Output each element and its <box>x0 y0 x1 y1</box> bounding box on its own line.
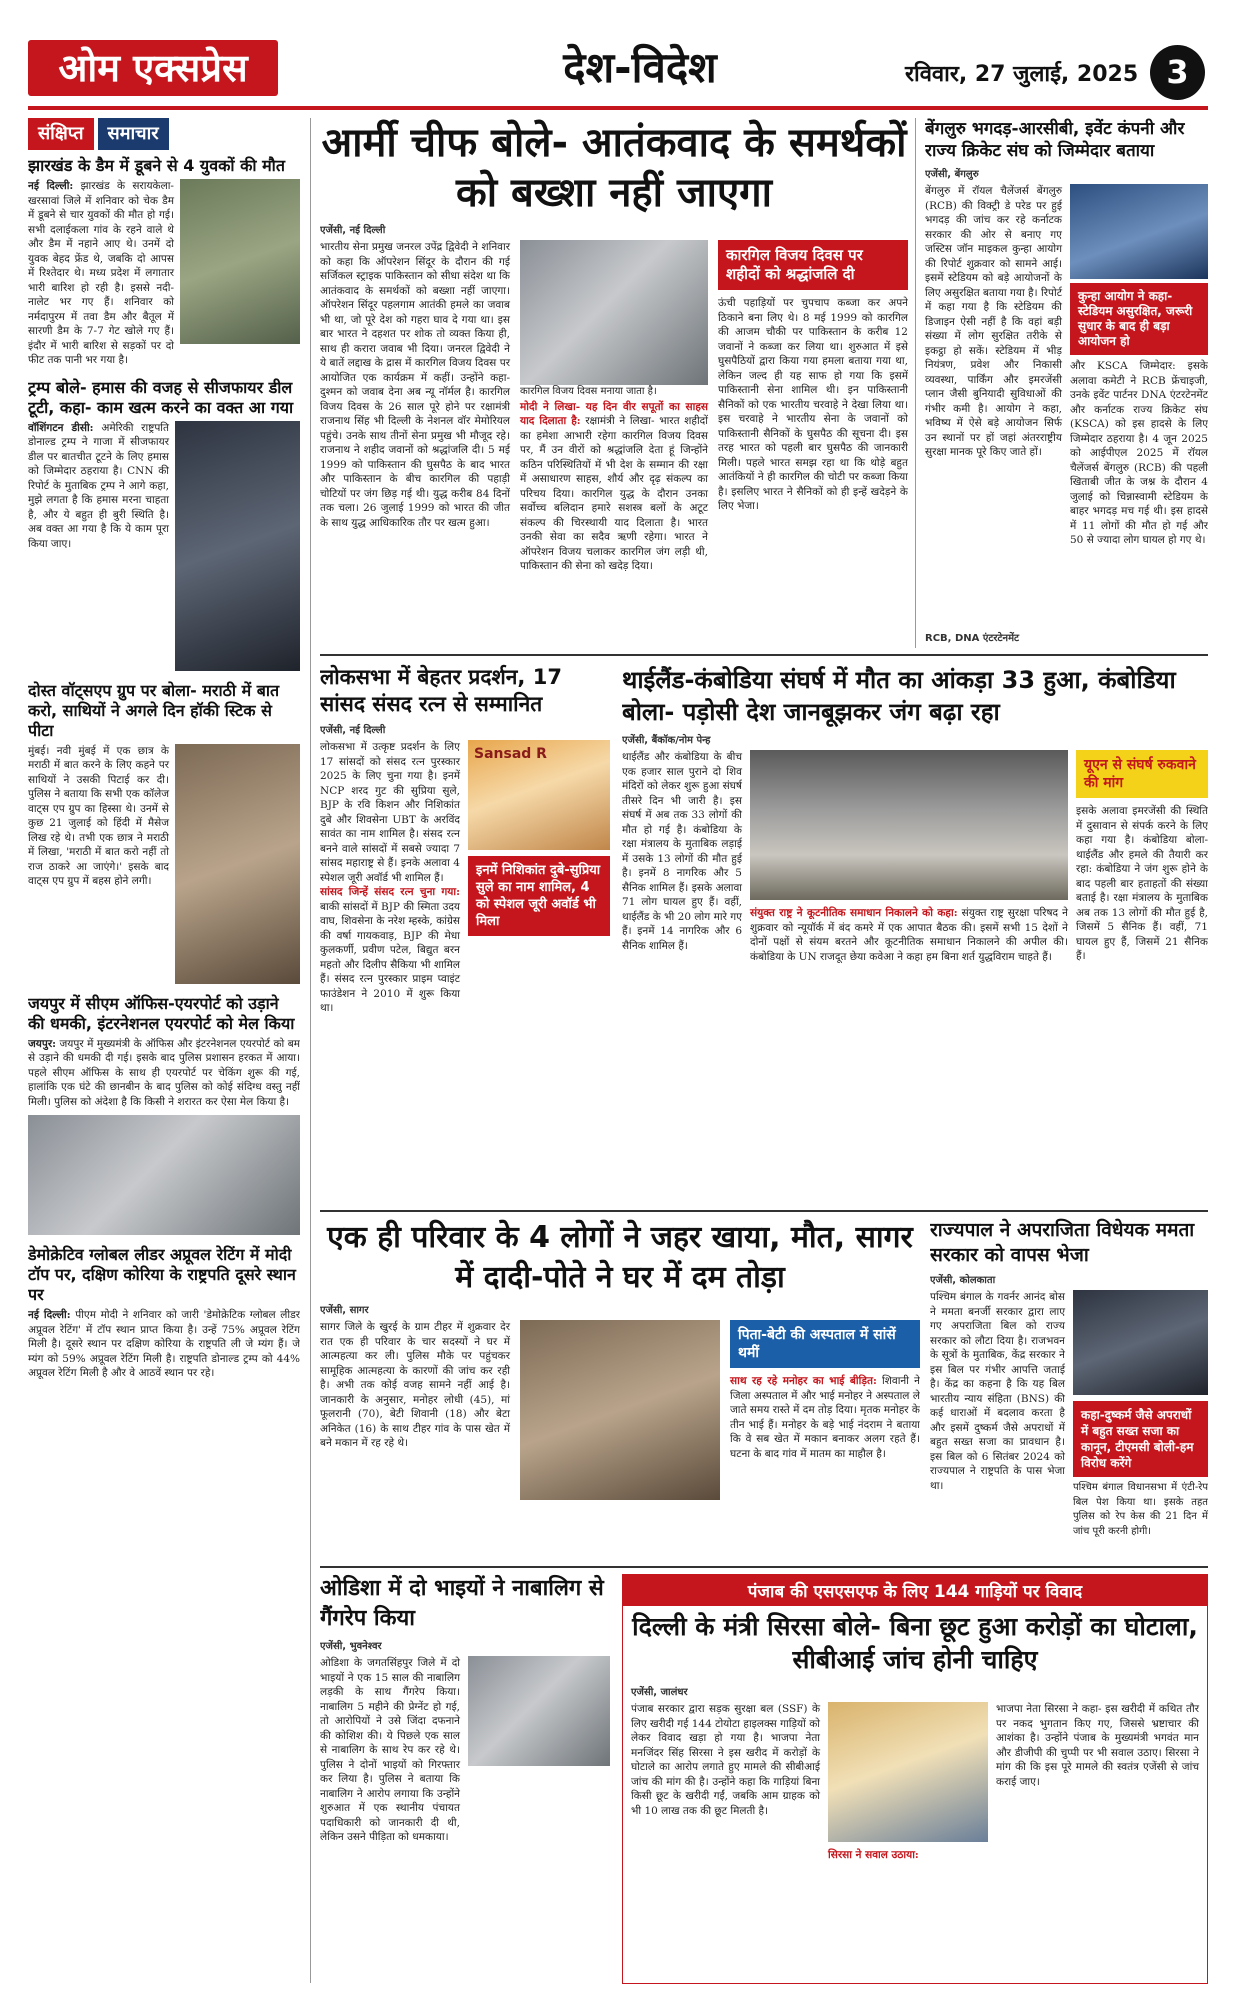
odisha-body: ओडिशा के जगतसिंहपुर जिले में दो भाइयों ने एक 15 साल की नाबालिग लड़की के साथ गैंगरेप किया। नाबालिग 5 महीने की प्रेग्नेंट हो गई, तो आरोपियों ने उसे जिंदा दफनाने की कोशिश की। ये पिछले एक साल से नाबालिग के साथ रेप कर रहे थे। पुलिस ने दोनों भाइयों को गिरफ्तार कर लिया है। पुलिस ने बताया कि नाबालिग ने आरोप लगाया कि उन्होंने शुरुआत में एक स्थानीय पंचायत पदाधिकारी को जानकारी दी थी, लेकिन उसने पीड़िता को धमकाया। <box>320 1657 460 1843</box>
brief-headline[interactable]: डेमोक्रेटिव ग्लोबल लीडर अप्रूवल रेटिंग में मोदी टॉप पर, दक्षिण कोरिया के राष्ट्रपति दूसरे स्थान पर <box>28 1245 296 1304</box>
thailand-subhead: संयुक्त राष्ट्र ने कूटनीतिक समाधान निकालने को कहा: <box>750 907 958 919</box>
brief-headline[interactable]: दोस्त वॉट्सएप ग्रुप पर बोला- मराठी में बात करो, साथियों ने अगले दिन हॉकी स्टिक से पीटा <box>28 680 280 740</box>
assault-photo <box>175 744 300 984</box>
brief-headline[interactable]: जयपुर में सीएम ऑफिस-एयरपोर्ट को उड़ाने की धमकी, इंटरनेशनल एयरपोर्ट को मेल किया <box>28 993 295 1033</box>
loksabha-callout: इनमें निशिकांत दुबे-सुप्रिया सुले का नाम शामिल, 4 को स्पेशल जूरी अवॉर्ड भी मिला <box>468 856 610 936</box>
brief-tag-bar <box>28 118 300 150</box>
brief-dateline: नई दिल्ली: <box>28 180 74 192</box>
brief-headline[interactable]: झारखंड के डैम में डूबने से 4 युवकों की मौत <box>28 156 285 175</box>
punjab-byline: एजेंसी, जालंधर <box>631 1687 688 1698</box>
punjab-body: भाजपा नेता सिरसा ने कहा- इस खरीदी में कथित तौर पर नकद भुगतान किए गए, जिससे भ्रष्टाचार की आशंका है। उन्होंने पंजाब के मुख्यमंत्री भगवंत मान और डीजीपी की चुप्पी पर भी सवाल उठाए। सिरसा ने मांग की कि इस पूरे मामले की स्वतंत्र एजेंसी से जांच कराई जाए। <box>996 1703 1199 1788</box>
thailand-byline: एजेंसी, बैंकॉक/नोम पेन्ह <box>622 735 711 746</box>
odisha-story <box>320 1574 610 1984</box>
brand-logo[interactable] <box>28 40 278 96</box>
rcb-byline: एजेंसी, बेंगलुरु <box>925 169 979 180</box>
header-rule <box>28 106 1208 110</box>
governor-byline: एजेंसी, कोलकाता <box>930 1275 996 1286</box>
governor-body: पश्चिम बंगाल के गवर्नर आनंद बोस ने ममता बनर्जी सरकार द्वारा लाए गए अपराजिता बिल को राज्य सरकार को लौटा दिया है। राजभवन के सूत्रों के मुताबिक, केंद्र सरकार ने इस बिल पर गंभीर आपत्ति जताई है। केंद्र का कहना है कि यह बिल भारतीय न्याय संहिता (BNS) की कई धाराओं में बदलाव करता है और इसमें दुष्कर्म जैसे अपराधों में बहुत सख्त सजा का प्रावधान है। इस बिल को 6 सितंबर 2024 को राज्यपाल ने राष्ट्रपति के पास भेजा था। <box>930 1291 1065 1492</box>
punjab-headline[interactable]: दिल्ली के मंत्री सिरसा बोले- बिना छूट हुआ करोड़ों का घोटाला, सीबीआई जांच होनी चाहिए <box>632 1612 1198 1674</box>
thailand-body: इसके अलावा इमरजेंसी की स्थिति में दुसावान से संपर्क करने के लिए कहा गया है। कंबोडिया बोला- थाईलैंड और हमले की तैयारी कर रहा: कंबोडिया ने जंग शुरू होने के बाद पहली बार हताहतों की संख्या बताई है। रक्षा मंत्रालय के मुताबिक अब तक 13 लोगों की मौत हुई है, जिसमें 5 सैनिक हैं। वहीं, 71 घायल हुए हैं, जिसमें 21 सैनिक हैं। <box>1076 805 1208 962</box>
masthead <box>0 0 1233 110</box>
brief-dateline: नई दिल्ली: <box>28 1309 71 1321</box>
governor-story <box>930 1218 1208 1563</box>
column-divider <box>915 118 916 648</box>
rcb-credit: RCB, DNA एंटरटेनमेंट <box>925 633 1020 644</box>
trump-photo <box>175 421 300 671</box>
brief-headline[interactable]: ट्रम्प बोले- हमास की वजह से सीजफायर डील टूटी, कहा- काम खत्म करने का वक्त आ गया <box>28 377 294 417</box>
brand-name: ओम एक्सप्रेस <box>58 46 248 90</box>
army-headline[interactable]: आर्मी चीफ बोले- आतंकवाद के समर्थकों को बख्शा नहीं जाएगा <box>321 120 907 216</box>
brief-dateline: जयपुर: <box>28 1037 57 1050</box>
house-photo <box>520 1320 720 1500</box>
award-photo <box>468 740 610 850</box>
thailand-body: थाईलैंड और कंबोडिया के बीच एक हजार साल पुराने दो शिव मंदिरों को लेकर शुरू हुआ संघर्ष तीसरे दिन भी जारी है। इस संघर्ष में अब तक 33 लोगों की मौत हो गई है। कंबोडिया के रक्षा मंत्रालय के मुताबिक लड़ाई में उसके 13 लोगों की मौत हुई है। इनमें 8 नागरिक और 5 सैनिक शामिल हैं। इसके अलावा 71 लोग घायल हुए हैं। वहीं, थाईलैंड के भी 20 लोग मारे गए हैं। इनमें 14 नागरिक और 6 सैनिक शामिल हैं। <box>622 751 742 952</box>
loksabha-headline[interactable]: लोकसभा में बेहतर प्रदर्शन, 17 सांसद संसद रत्न से सम्मानित <box>320 665 562 716</box>
army-callout: कारगिल विजय दिवस पर शहीदों को श्रद्धांजलि दी <box>718 240 908 290</box>
issue-date: रविवार, 27 जुलाई, 2025 <box>905 62 1139 87</box>
flood-photo <box>180 179 300 344</box>
poison-story <box>320 1218 920 1558</box>
brief-body: अमेरिकी राष्ट्रपति डोनाल्ड ट्रम्प ने गाजा में सीजफायर डील पर बातचीत टूटने के लिए हमास को जिम्मेदार ठहराया है। CNN की रिपोर्ट के मुताबिक ट्रम्प ने आगे कहा, मुझे लगता है कि हमास मरना चाहता है, और ये बहुत ही बुरी स्थिति है। अब वक्त आ गया है कि ये काम पूरा किया जाए। <box>28 421 169 550</box>
rcb-body: बेंगलुरु में रॉयल चैलेंजर्स बेंगलुरु (RCB) की विक्ट्री डे परेड पर हुई भगदड़ की जांच कर रहे कर्नाटक सरकार की ओर से बनाए गए जस्टिस जॉन माइकल कुन्हा आयोग की रिपोर्ट शुक्रवार को सामने आई। इसमें स्टेडियम को बड़े आयोजनों के लिए असुरक्षित बताया गया है। रिपोर्ट में कहा गया है कि स्टेडियम की डिजाइन ऐसी नहीं है कि वहां बड़ी संख्या में लोग सुरक्षित तरीके से इकट्ठा हो सकें। स्टेडियम में भीड़ नियंत्रण, प्रवेश और निकासी व्यवस्था, पार्किंग और इमरजेंसी प्लान जैसी बुनियादी सुविधाओं की गंभीर कमी है। आयोग ने कहा, भविष्य में ऐसे बड़े आयोजन सिर्फ उन स्थानों पर हों जहां अंतरराष्ट्रीय सुरक्षा मानक पूरे किए जाते हों। <box>925 185 1062 458</box>
thailand-headline[interactable]: थाईलैंड-कंबोडिया संघर्ष में मौत का आंकड़ा 33 हुआ, कंबोडिया बोला- पड़ोसी देश जानबूझकर जंग बढ़ा रहा <box>622 666 1176 726</box>
army-chief-story <box>320 118 908 648</box>
column-divider <box>310 118 311 1983</box>
rcb-body: और KSCA जिम्मेदार: इसके अलावा कमेटी ने RCB फ्रेंचाइजी, उनके इवेंट पार्टनर DNA एंटरटेनमेंट और कर्नाटक राज्य क्रिकेट संघ (KSCA) को इस हादसे के लिए जिम्मेदार ठहराया है। 4 जून 2025 को आईपीएल 2025 में रॉयल चैलेंजर्स बेंगलुरु (RCB) की पहली खिताबी जीत के जश्न के दौरान 4 जुलाई को चिन्नास्वामी स्टेडियम के बाहर भगदड़ मच गई थी। इस हादसे में 11 लोगों की मौत हो गई और 50 से ज्यादा लोग घायल हो गए थे। <box>1070 360 1208 546</box>
loksabha-story <box>320 664 610 1204</box>
sirsa-photo <box>828 1702 988 1842</box>
rcb-story <box>925 118 1208 648</box>
section-title: देश-विदेश <box>563 43 717 92</box>
thailand-body: संयुक्त राष्ट्र सुरक्षा परिषद ने शुक्रवार को न्यूयॉर्क में बंद कमरे में एक आपात बैठक की। इसमें सभी 15 देशों ने दोनों पक्षों से संयम बरतने और कूटनीतिक समाधान निकालने की अपील की। कंबोडिया के UN राजदूत छेया कवेआ ने कहा हम बिना शर्त युद्धविराम चाहते हैं। <box>750 907 1069 963</box>
section-divider <box>320 1566 1208 1568</box>
brief-body: झारखंड के सरायकेला-खरसावां जिले में शनिवार को चेक डैम में डूबने से चार युवकों की मौत हो गई। सभी दलाईकला गांव के रहने वाले थे और डैम में नहाने आए थे। उनमें दो युवक बेहद फ्रेंड थे, जबकि दो आपस में रिश्तेदार थे। मध्य प्रदेश में लगातार भारी बारिश हो रही है। इससे नदी-नालेट भर गए हैं। शनिवार को नर्मदापुरम में तवा डैम और बैतूल में सारणी डैम के 7-7 गेट खोले गए हैं। इंदौर में भारी बारिश से सड़कों पर दो फीट तक पानी भर गया है। <box>28 180 174 366</box>
page-number: 3 <box>1150 45 1205 100</box>
poison-subhead: साथ रह रहे मनोहर का भाई बीड़ित: <box>730 1375 877 1387</box>
loksabha-byline: एजेंसी, नई दिल्ली <box>320 725 386 736</box>
rcb-headline[interactable]: बेंगलुरु भगदड़-आरसीबी, इवेंट कंपनी और राज्य क्रिकेट संघ को जिम्मेदार बताया <box>925 119 1185 161</box>
brief-tag: संक्षिप्त <box>28 118 94 150</box>
poison-body: शिवानी ने जिला अस्पताल में और भाई मनोहर ने अस्पताल ले जाते समय रास्ते में दम तोड़ दिया। मृतक मनोहर के तीन भाई हैं। मनोहर के बड़े भाई नंदराम ने बताया कि वे सब खेत में मकान बनाकर अलग रहते हैं। घटना के बाद गांव में मातम का माहौल है। <box>730 1375 920 1460</box>
army-subhead: मोदी ने लिखा- यह दिन वीर सपूतों का साहस याद दिलाता है: <box>520 400 708 427</box>
army-byline: एजेंसी, नई दिल्ली <box>320 225 386 236</box>
odisha-byline: एजेंसी, भुवनेश्वर <box>320 1641 382 1652</box>
brief-body: जयपुर में मुख्यमंत्री के ऑफिस और इंटरनेशनल एयरपोर्ट को बम से उड़ाने की धमकी दी गई। इसके बाद पुलिस प्रशासन हरकत में आया। पहले सीएम ऑफिस के साथ ही एयरपोर्ट पर चेकिंग शुरू की गई, हालांकि एक घंटे की छानबीन के बाद पुलिस को कोई संदिग्ध वस्तु नहीं मिली। पुलिस को अंदेशा है कि किसी ने शरारत कर ऐसा मेल किया है। <box>28 1037 300 1108</box>
punjab-body: पंजाब सरकार द्वारा सड़क सुरक्षा बल (SSF) के लिए खरीदी गई 144 टोयोटा हाइलक्स गाड़ियों को लेकर विवाद खड़ा हो गया है। भाजपा नेता मनजिंदर सिंह सिरसा ने इस खरीद में करोड़ों के घोटाले का आरोप लगाते हुए मामले की सीबीआई जांच की मांग की है। उन्होंने कहा कि गाड़ियां बिना किसी छूट के खरीदी गईं, जबकि आम ग्राहक को भी 10 लाख तक की छूट मिलती है। <box>631 1703 821 1817</box>
brief-dateline: वॉशिंगटन डीसी: <box>28 421 94 434</box>
punjab-kicker: पंजाब की एसएसएफ के लिए 144 गाड़ियों पर विवाद <box>623 1575 1207 1606</box>
airport-photo <box>28 1115 300 1235</box>
poison-body: सागर जिले के खुरई के ग्राम टीहर में शुक्रवार देर रात एक ही परिवार के चार सदस्यों ने घर में आत्महत्या कर ली। पुलिस मौके पर पहुंचकर सामूहिक आत्महत्या के कारणों की जांच कर रही है। अभी तक कोई वजह सामने नहीं आई है। जानकारी के अनुसार, मनोहर लोधी (45), मां फूलरानी (70), बेटी शिवानी (18) और बेटा अनिकेत (16) के साथ टीहर गांव के पास खेत में बने मकान में रह रहे थे। <box>320 1321 510 1449</box>
governor-caption: पश्चिम बंगाल विधानसभा में एंटी-रेप बिल पेश किया था। इसके तहत पुलिस को रेप केस की 21 दिन में जांच पूरी करनी होगी। <box>1073 1482 1208 1537</box>
army-body: ऊंची पहाड़ियों पर चुपचाप कब्जा कर अपने ठिकाने बना लिए थे। 8 मई 1999 को कारगिल की आजम चौकी पर पाकिस्तान के करीब 12 जवानों ने कब्जा कर लिया था। शुरुआत में इसे घुसपैठियों द्वारा किया गया हमला बताया गया था, लेकिन जल्द ही यह साफ हो गया कि इसमें पाकिस्तानी सेना शामिल थी। इन पाकिस्तानी सैनिकों को एक भारतीय चरवाहे ने देखा लिया था। इस चरवाहे ने भारतीय सेना के जवानों को पाकिस्तानी सैनिकों के घुसपैठ की सूचना दी। इस तरह भारत को पहली बार घुसपैठ की जानकारी मिली। पहले भारत समझ रहा था कि थोड़े बहुत आतंकियों ने ही कारगिल की चोटी पर कब्जा किया है। इसलिए भारत ने सैनिकों को ही इन्हें खदेड़ने के लिए भेजा। <box>718 297 908 512</box>
conflict-photo <box>750 750 1068 900</box>
governor-headline[interactable]: राज्यपाल ने अपराजिता विधेयक ममता सरकार को वापस भेजा <box>930 1219 1195 1266</box>
army-body: रक्षामंत्री ने लिखा- भारत शहीदों का हमेशा आभारी रहेगा कारगिल विजय दिवस पर, मैं उन वीरों को श्रद्धांजलि देता हूं जिन्होंने कठिन परिस्थितियों में भी देश के सम्मान की रक्षा में असाधारण साहस, शौर्य और दृढ़ संकल्प का परिचय दिया। कारगिल युद्ध के दौरान उनका सर्वोच्च बलिदान हमारे सशस्त्र बलों के अटूट संकल्प की चिरस्थायी याद दिलाता है। भारत उनकी सेवा का सदैव ऋणी रहेगा। भारत ने ऑपरेशन विजय चलाकर कारगिल जंग लड़ी थी, पाकिस्तान की सेना को खदेड़ दिया। <box>520 415 708 572</box>
loksabha-body: बाकी सांसदों में BJP की स्मिता उदय वाघ, शिवसेना के नरेश म्हस्के, कांग्रेस की वर्षा गायकवाड़, BJP की मेधा कुलकर्णी, प्रवीण पटेल, बिद्युत बरन महतो और दिलीप सैकिया भी शामिल हैं। संसद रत्न पुरस्कार प्राइम प्वाइंट फाउंडेशन ने 2010 में शुरू किया था। <box>320 900 460 1014</box>
section-divider <box>320 1210 1208 1212</box>
news-brief-column <box>28 118 300 1983</box>
award-banner-text: Sansad R <box>474 746 547 762</box>
governor-callout: कहा-दुष्कर्म जैसे अपराधों में बहुत सख्त सजा का कानून, टीएमसी बोली-हम विरोध करेंगे <box>1073 1401 1208 1477</box>
army-body: भारतीय सेना प्रमुख जनरल उपेंद्र द्विवेदी ने शनिवार को कहा कि ऑपरेशन सिंदूर के दौरान की गई सर्जिकल स्ट्राइक पाकिस्तान को सीधा संदेश था कि आतंकवाद के समर्थकों को बख्शा नहीं जाएगा। ऑपरेशन सिंदूर पहलगाम आतंकी हमले का जवाब भी था, जो पूरे देश को गहरा घाव दे गया था। इस बार भारत ने दहशत पर शोक तो व्यक्त किया ही, साथ ही करारा जवाब भी दिया। जनरल द्विवेदी ने ये बातें लद्दाख के द्रास में कारगिल विजय दिवस पर आयोजित एक कार्यक्रम में कहीं। उन्होंने कहा- दुश्मन को जवाब देना अब न्यू नॉर्मल है। कारगिल विजय दिवस के 26 साल पूरे होने पर रक्षामंत्री राजनाथ सिंह भी दिल्ली के नेशनल वॉर मेमोरियल पहुंचे। उनके साथ तीनों सेना प्रमुख भी मौजूद रहे। राजनाथ ने शहीद जवानों को श्रद्धांजलि दी। 5 मई 1999 को पाकिस्तान की घुसपैठ के बाद भारत और पाकिस्तान के बीच कारगिल की पहाड़ी चोटियों पर जंग छिड़ गई थी। युद्ध करीब 84 दिनों तक चला। 26 जुलाई 1999 को भारत की जीत के साथ युद्ध आधिकारिक तौर पर खत्म हुआ। <box>320 241 510 529</box>
thailand-callout: यूएन से संघर्ष रुकवाने की मांग <box>1076 750 1208 798</box>
punjab-subhead: सिरसा ने सवाल उठाया: <box>828 1849 919 1861</box>
governor-photo <box>1073 1290 1208 1395</box>
stadium-photo <box>1070 184 1208 279</box>
section-divider <box>320 654 1208 656</box>
loksabha-body: लोकसभा में उत्कृष्ट प्रदर्शन के लिए 17 सांसदों को संसद रत्न पुरस्कार 2025 के लिए चुना गया है। इनमें NCP शरद गुट की सुप्रिया सुले, BJP के रवि किशन और निशिकांत दुबे और शिवसेना UBT के अरविंद सावंत का नाम शामिल है। संसद रत्न बनने वाले सांसदों में सबसे ज्यादा 7 सांसद महाराष्ट्र से हैं। इनके अलावा 4 स्पेशल जूरी अवॉर्ड भी शामिल हैं। <box>320 741 460 884</box>
rcb-callout: कुन्हा आयोग ने कहा- स्टेडियम असुरक्षित, जरूरी सुधार के बाद ही बड़ा आयोजन हो <box>1070 283 1208 355</box>
loksabha-subhead: सांसद जिन्हें संसद रत्न चुना गया: <box>320 886 460 898</box>
news-tag: समाचार <box>98 118 169 150</box>
odisha-photo <box>468 1656 610 1766</box>
brief-body: पीएम मोदी ने शनिवार को जारी 'डेमोक्रेटिक ग्लोबल लीडर अप्रूवल रेटिंग' में टॉप स्थान प्राप्त किया है। उन्हें 75% अप्रूवल रेटिंग मिली है। दूसरे स्थान पर दक्षिण कोरिया के राष्ट्रपति ली जे म्यंग हैं। जे म्यंग को 59% अप्रूवल रेटिंग मिली है। राष्ट्रपति डोनाल्ड ट्रम्प को 44% अप्रूवल रेटिंग मिली है और वे आठवें स्थान पर रहे। <box>28 1309 300 1379</box>
poison-callout: पिता-बेटी की अस्पताल में सांसें थमीं <box>730 1320 920 1368</box>
poison-headline[interactable]: एक ही परिवार के 4 लोगों ने जहर खाया, मौत, सागर में दादी-पोते ने घर में दम तोड़ा <box>327 1220 913 1295</box>
punjab-story <box>622 1574 1208 1984</box>
poison-byline: एजेंसी, सागर <box>320 1305 369 1316</box>
army-caption: कारगिल विजय दिवस मनाया जाता है। <box>520 386 657 397</box>
army-chief-photo <box>520 240 708 385</box>
odisha-headline[interactable]: ओडिशा में दो भाइयों ने नाबालिग से गैंगरेप किया <box>320 1576 604 1631</box>
brief-body: मुंबई। नवी मुंबई में एक छात्र के मराठी में बात करने के लिए कहने पर साथियों ने उसकी पिटाई कर दी। पुलिस ने बताया कि सभी एक कॉलेज वाट्स एप ग्रुप का हिस्सा थे। उनमें से कुछ 21 जुलाई को हिंदी में मैसेज लिख रहे थे। तभी एक छात्र ने मराठी में लिखा, 'मराठी में बात करो नहीं तो राज ठाकरे आ जाएंगे।' इसके बाद वाट्स एप ग्रुप में बहस होने लगी। <box>28 744 169 887</box>
thailand-story <box>622 664 1208 1204</box>
